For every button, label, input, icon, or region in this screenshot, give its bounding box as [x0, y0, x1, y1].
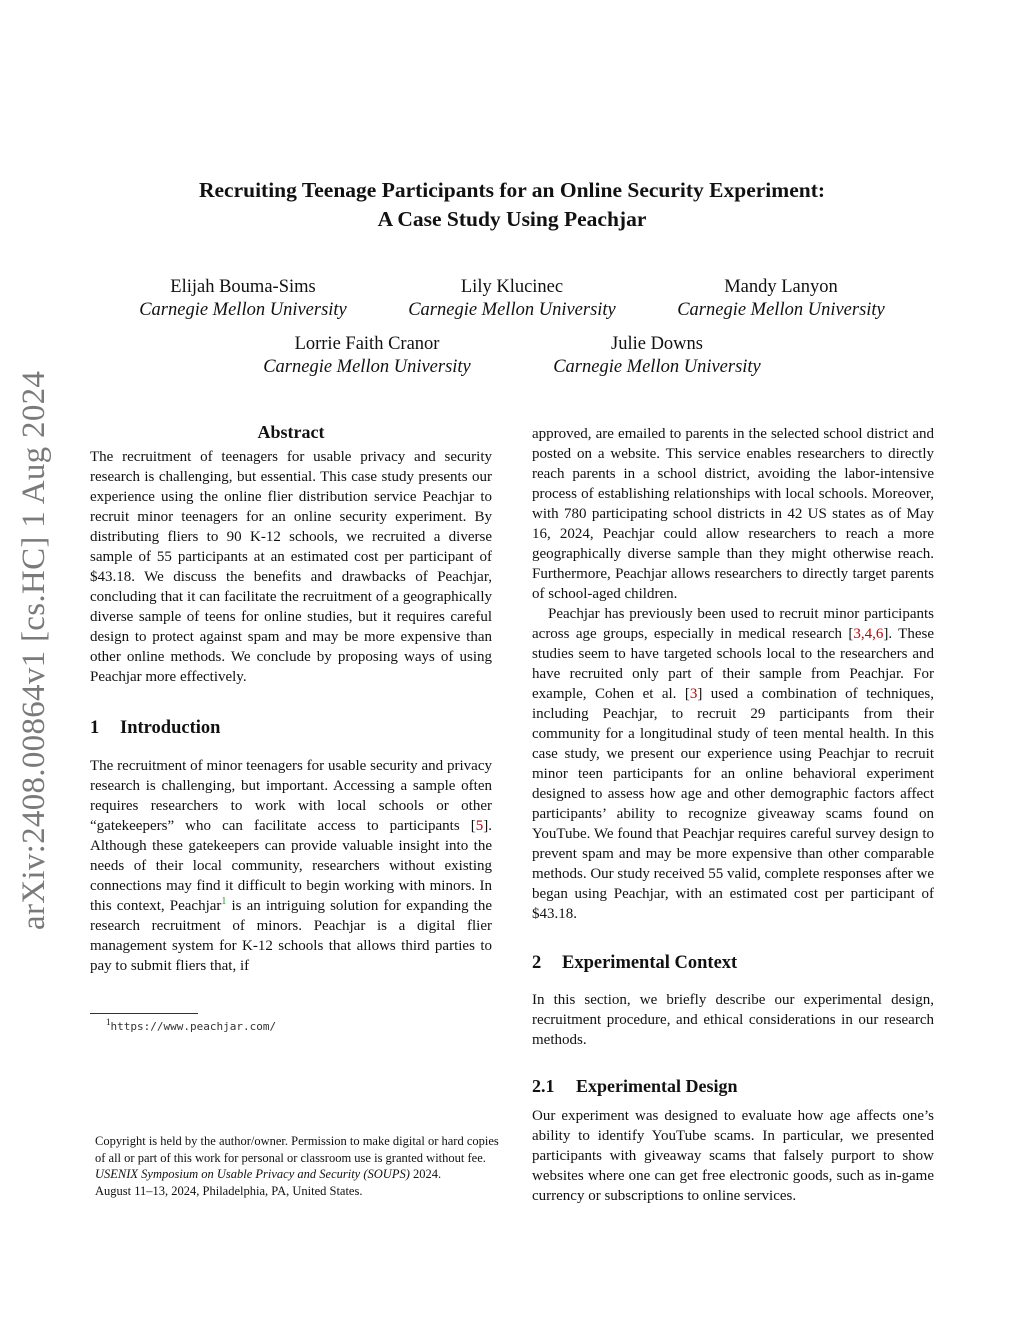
- right-paragraph-2: [532, 604, 934, 924]
- author-3: [656, 276, 906, 322]
- author-affiliation: Carnegie Mellon University: [553, 357, 761, 377]
- copyright-venue: [95, 1166, 500, 1183]
- text-span: The recruitment of minor teenagers for usable security and privacy research is challenging, but important. Accessing a sample often requires researchers to work with local schools or other “gatekeepers” who can facilitate access to participants [: [90, 758, 492, 834]
- author-1: [118, 276, 368, 322]
- footnote-url[interactable]: https://www.peachjar.com/: [110, 1020, 277, 1033]
- author-affiliation: Carnegie Mellon University: [677, 300, 885, 320]
- subsection-number: 2.1: [532, 1076, 555, 1096]
- text-span: Peachjar has previously been used to recruit minor participants across age groups, especially in medical research [: [532, 606, 934, 642]
- text-span: ] used a combination of techniques, including Peachjar, to recruit 29 participants from their community for a longitudinal study of teen mental health. In this case study, we present our experience using Peachjar to recruit minor teen participants for an online behavioral experiment designed to assess how age and other demographic factors affect participants’ ability to recognize giveaway scams found on YouTube. We found that Peachjar requires careful survey design to prevent spam and may be more expensive than other comparable methods. Our study received 55 valid, complete responses after we began using Peachjar, with an estimated cost per participant of $43.18.: [532, 686, 934, 922]
- author-name: Julie Downs: [611, 334, 703, 354]
- section-heading-experimental-context: [532, 953, 934, 973]
- venue-name: USENIX Symposium on Usable Privacy and Security (SOUPS): [95, 1167, 410, 1181]
- citation-link[interactable]: 3,4,6: [853, 626, 884, 642]
- author-affiliation: Carnegie Mellon University: [139, 300, 347, 320]
- text-span: ]. These studies seem to have targeted schools local to the researchers and have recruited only part of their sample from Peachjar. For example, Cohen et al. [: [532, 626, 934, 702]
- subsection-heading-experimental-design: [532, 1076, 934, 1096]
- right-paragraph-1: approved, are emailed to parents in the selected school district and posted on a website. This service enables researchers to directly reach parents in a school district, avoiding the labor-intensive process of establishing relationships with local schools. Moreover, with 780 participating school districts in 42 US states as of May 16, 2024, Peachjar could allow researchers to reach a more geographically diverse sample than they might otherwise reach. Furthermore, Peachjar allows researchers to directly target parents of school-aged children.: [532, 426, 934, 602]
- citation-link[interactable]: 3: [689, 686, 698, 702]
- section-number: 2: [532, 953, 542, 973]
- author-name: Mandy Lanyon: [724, 277, 838, 297]
- author-affiliation: Carnegie Mellon University: [408, 300, 616, 320]
- section-2-intro: In this section, we briefly describe our experimental design, recruitment procedure, and ethical considerations in our research methods.: [532, 992, 934, 1048]
- abstract-text: The recruitment of teenagers for usable privacy and security research is challenging, but essential. This case study presents our experience using the online flier distribution service Peachjar to recruit minor teenagers for an online security experiment. By distributing fliers to 90 K-12 schools, we recruited a diverse sample of 55 participants at an estimated cost per participant of $43.18. We discuss the benefits and drawbacks of Peachjar, concluding that it can facilitate the recruitment of a geographically diverse sample of teens for online studies, but it requires careful design to protect against spam and may be more expensive than other online methods. We conclude by proposing ways of using Peachjar more effectively.: [90, 449, 492, 685]
- left-column: [90, 422, 492, 976]
- copyright-text: Copyright is held by the author/owner. Permission to make digital or hard copies of all or part of this work for personal or classroom use is granted without fee.: [95, 1134, 499, 1165]
- author-name: Lorrie Faith Cranor: [294, 334, 440, 354]
- section-title: Experimental Context: [562, 953, 738, 973]
- text-span: is an intriguing solution for expanding the research recruitment of minors. Peachjar is a digital flier management system for K-12 schools that allows third parties to pay to submit fliers that, if: [90, 898, 492, 974]
- venue-year: 2024.: [409, 1167, 442, 1181]
- text-span: ]. Although these gatekeepers can provide valuable insight into the needs of their local community, researchers without existing connections may find it difficult to begin working with minors. In this context, Peachjar: [90, 818, 492, 914]
- section-heading-introduction: [90, 718, 492, 738]
- footnote-marker[interactable]: 1: [221, 896, 227, 907]
- intro-paragraph: [90, 756, 492, 976]
- subsection-2-1-text: Our experiment was designed to evaluate how age affects one’s ability to identify YouTube scams. In particular, we presented participants with giveaway scams that falsely purport to show websites where one can get free electronic goods, such as in-game currency or subscriptions to online services.: [532, 1108, 934, 1204]
- footnote-number: 1: [106, 1017, 111, 1027]
- title-line-1: Recruiting Teenage Participants for an Online Security Experiment:: [198, 178, 826, 202]
- author-5: [532, 333, 782, 379]
- right-column: [532, 424, 934, 1206]
- abstract-heading: Abstract: [257, 422, 325, 442]
- copyright-block: [95, 1133, 500, 1199]
- citation-link[interactable]: 5: [475, 818, 484, 834]
- paper-title: [100, 176, 924, 234]
- author-name: Elijah Bouma-Sims: [170, 277, 316, 297]
- copyright-dates: August 11–13, 2024, Philadelphia, PA, United States.: [95, 1183, 363, 1198]
- author-name: Lily Klucinec: [460, 277, 564, 297]
- arxiv-stamp: arXiv:2408.00864v1 [cs.HC] 1 Aug 2024: [16, 370, 52, 930]
- section-number: 1: [90, 718, 100, 738]
- section-title: Introduction: [120, 718, 221, 738]
- footnote-rule: [90, 1013, 198, 1014]
- author-affiliation: Carnegie Mellon University: [263, 357, 471, 377]
- author-4: [242, 333, 492, 379]
- title-line-2: A Case Study Using Peachjar: [377, 207, 647, 231]
- author-2: [387, 276, 637, 322]
- subsection-title: Experimental Design: [576, 1076, 738, 1096]
- footnote: [106, 1017, 276, 1034]
